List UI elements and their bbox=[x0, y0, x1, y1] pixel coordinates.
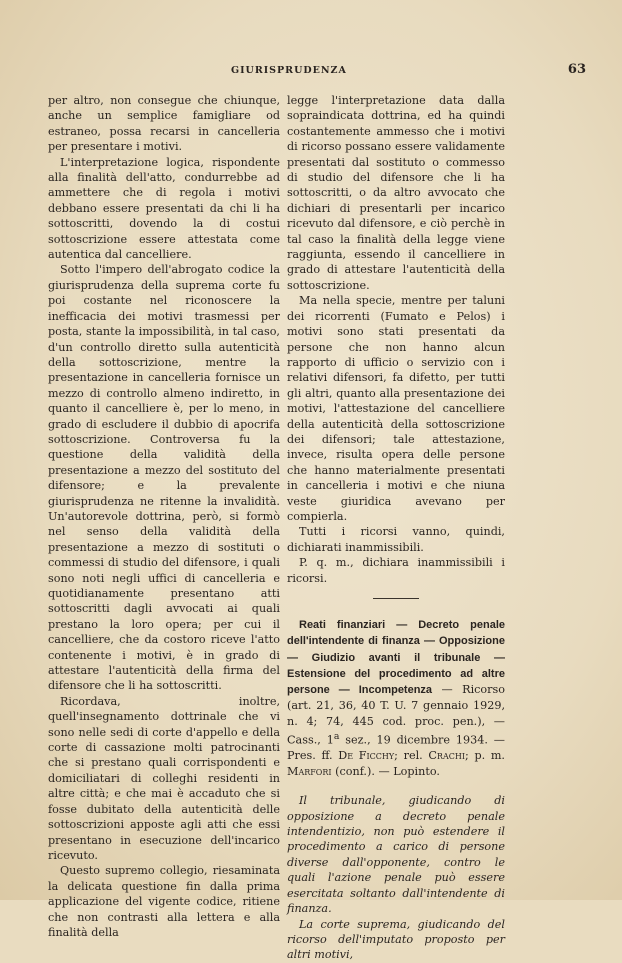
citation-part-1: — Ricorso (art. 21, 36, 40 T. U. 7 gennaio 1929, n. 4; 74, 445 cod. proc. pen.), — Cass., 1 bbox=[287, 683, 505, 748]
paragraph: Ma nella specie, mentre per taluni dei ricorrenti (Fumato e Pelos) i motivi sono stati presentati da persone che non hanno alcun rapporto di ufficio o servizio con i relativi difensori, fa difetto, per tutti gli altri, quanto alla presentazione dei motivi, l'attestazione del cancelliere della autenticità della sottoscrizione dei difensori; tale attestazione, invece, risulta opera delle persone che hanno materialmente presentati in cancelleria i motivi e che niuna veste giuridica avevano per compierla. bbox=[287, 294, 505, 523]
citation-ordinal: a bbox=[333, 731, 340, 743]
paragraph: legge l'interpretazione data dalla sopraindicata dottrina, ed ha quindi costantemente ammesso che i motivi di ricorso possano essere validamente presentati dal sostituto o commesso di studio del difensore che li ha sottoscritti, o da altro avvocato che dichiari di presentarli per incarico ricevuto dal difensore, e ciò perchè in tal caso la finalità della legge viene raggiunta, essendo il cancelliere in grado di attestare l'autenticità della sottoscrizione. bbox=[287, 94, 505, 292]
paragraph: Ricordava, inoltre, quell'insegnamento dottrinale che vi sono nelle sedi di corte d'appello e della corte di cassazione molti patrocinanti che si prestano quali corrispondenti e domiciliatari di colleghi residenti in altre città; e che mai è accaduto che si fosse dubitato della autenticità delle sottoscrizioni apposte agli atti che essi presentano in esecuzione dell'incarico ricevuto. bbox=[48, 694, 280, 862]
rapporteur-name: Crachi bbox=[428, 749, 465, 763]
paragraph: Questo supremo collegio, riesaminata la delicata questione fin dalla prima applicazione del vigente codice, ritiene che non contrasti alla lettera e alla finalità della bbox=[48, 864, 280, 939]
page-header bbox=[46, 62, 586, 80]
citation-part-2: sez., 19 dicembre 1934. — Pres. ff. bbox=[287, 734, 505, 763]
paragraph: P. q. m., dichiara inammissibili i ricorsi. bbox=[287, 556, 505, 585]
paragraph: Tutti i ricorsi vanno, quindi, dichiarati inammissibili. bbox=[287, 525, 505, 554]
running-head: GIURISPRUDENZA bbox=[231, 65, 347, 76]
summary-paragraph: Il tribunale, giudicando di opposizione a decreto penale intendentizio, non può estendere il procedimento a carico di persone diverse dall'opponente, contro le quali l'azione penale può essere esercitata soltanto dall'intendente di finanza. bbox=[287, 794, 505, 916]
paragraph: Sotto l'impero dell'abrogato codice la giurisprudenza della suprema corte fu poi costante nel riconoscere la inefficacia dei motivi trasmessi per posta, stante la impossibilità, in tal caso, d'un controllo diretto sulla autenticità della sottoscrizione, mentre la presentazione in cancelleria fornisce un mezzo di controllo almeno indiretto, in quanto il cancelliere è, per lo meno, in grado di escludere il dubbio di apocrifa sottoscrizione. Controversa fu la questione della validità della presentazione a mezzo del sostituto del difensore; e la prevalente giurisprudenza ne ritenne la invalidità. Un'autorevole dottrina, però, si formò nel senso della validità della presentazione a mezzo di sostituti o commessi di studio del difensore, i quali sono noti negli uffici di cancelleria e quotidianamente presentano atti sottoscritti dagli avvocati ai quali prestano la loro opera; per cui il cancelliere, che da costoro riceve l'atto contenente i motivi, è in grado di attestare l'autenticità della firma del difensore che li ha sottoscritti. bbox=[48, 263, 280, 693]
citation-part-4: ; p. m. bbox=[465, 749, 505, 763]
summary-paragraph: La corte suprema, giudicando del ricorso dell'imputato proposto per altri motivi, bbox=[287, 917, 505, 962]
citation-part-5: (conf.). — Lopinto. bbox=[331, 764, 440, 778]
case-citation bbox=[287, 617, 505, 779]
paragraph: L'interpretazione logica, rispondente alla finalità dell'atto, condurrebbe ad ammettere che di regola i motivi debbano essere presentati da chi li ha sottoscritti, dovendo la di costui sottoscrizione essere attestata come autentica dal cancelliere. bbox=[48, 155, 280, 262]
citation-part-3: ; rel. bbox=[394, 749, 429, 763]
left-column bbox=[48, 93, 280, 940]
prosecutor-name: Marfori bbox=[287, 764, 332, 778]
section-divider bbox=[373, 598, 419, 599]
paragraph: per altro, non consegue che chiunque, anche un semplice famigliare od estraneo, possa recarsi in cancelleria per presentare i motivi. bbox=[48, 94, 280, 154]
right-column bbox=[287, 93, 505, 963]
president-name: De Ficchy bbox=[338, 749, 395, 763]
case-heading: Reati finanziari — Decreto penale dell'intendente di finanza — Opposizione — Giudizio avanti il tribunale — Estensione del procedimento ad altre persone — Incompetenza bbox=[287, 619, 505, 697]
page-number: 63 bbox=[567, 62, 586, 77]
